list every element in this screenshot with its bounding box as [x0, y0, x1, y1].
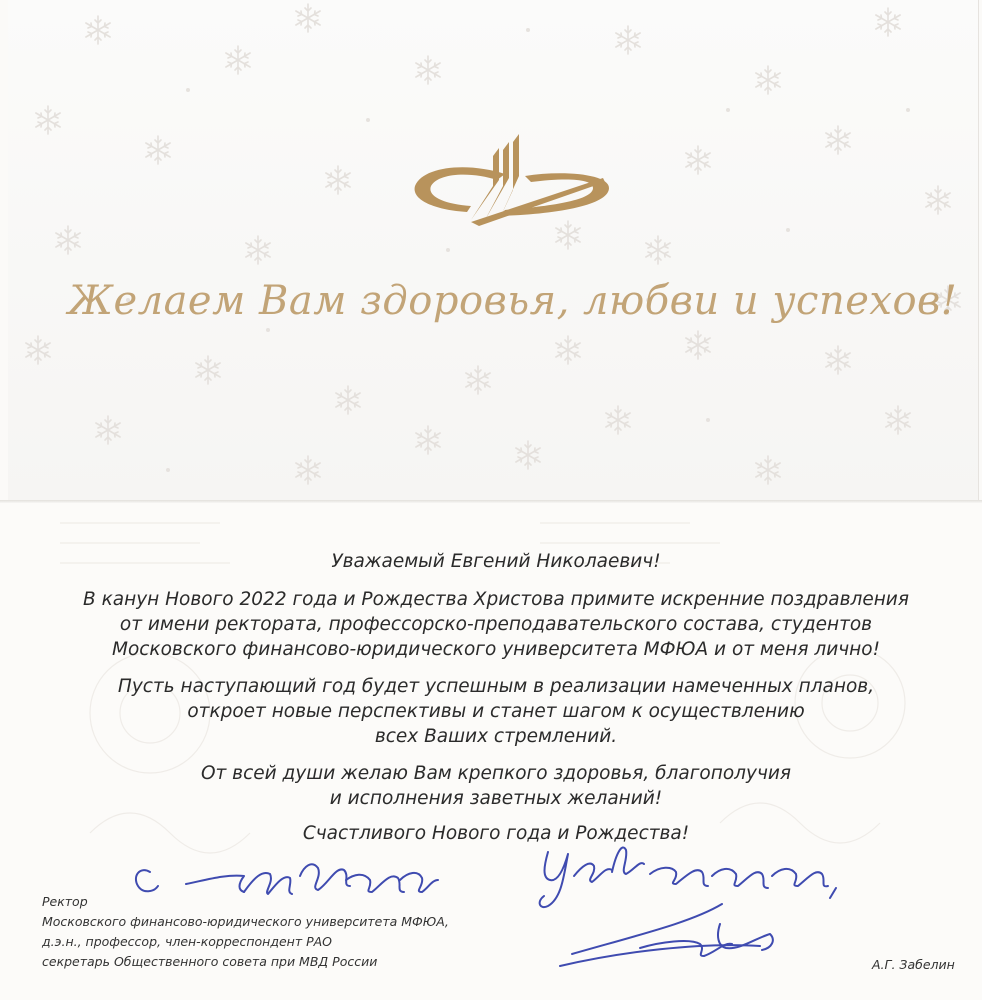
wish-headline: Желаем Вам здоровья, любви и успехов! — [68, 278, 958, 324]
signatory-title-line: Московского финансово-юридического университета МФЮА, — [42, 914, 449, 929]
salutation: Уважаемый Евгений Николаевич! — [331, 551, 661, 572]
signatory-titles — [42, 892, 562, 972]
card-front-panel — [8, 0, 979, 500]
paragraph-line: От всей души желаю Вам крепкого здоровья, благополучия — [200, 763, 792, 784]
paragraph-line: В канун Нового 2022 года и Рождества Христова примите искренние поздравления — [83, 589, 909, 610]
paragraph-health — [20, 761, 972, 811]
paragraph-congratulations — [20, 587, 972, 662]
paragraph-line: всех Ваших стремлений. — [374, 726, 618, 747]
university-emblem-icon — [413, 128, 613, 238]
paragraph-line: Пусть наступающий год будет успешным в реализации намеченных планов, — [117, 676, 875, 697]
signatory-title-line: д.э.н., профессор, член-корреспондент РАО — [42, 934, 333, 949]
paragraph-line: откроет новые перспективы и станет шагом к осуществлению — [187, 701, 805, 722]
signatory-title-line: секретарь Общественного совета при МВД России — [42, 954, 378, 969]
paragraph-line: от имени ректората, профессорско-преподавательского состава, студентов — [119, 614, 873, 635]
paragraph-line: и исполнения заветных желаний! — [329, 788, 663, 809]
signatory-title-line: Ректор — [42, 894, 88, 909]
closing-line: Счастливого Нового года и Рождества! — [302, 823, 690, 844]
letter-body — [20, 551, 972, 844]
paragraph-line: Московского финансово-юридического университета МФЮА и от меня лично! — [111, 639, 880, 660]
paragraph-wishes — [20, 674, 972, 749]
snowflake-pattern — [8, 0, 978, 500]
signatory-name: А.Г. Забелин — [872, 957, 955, 972]
